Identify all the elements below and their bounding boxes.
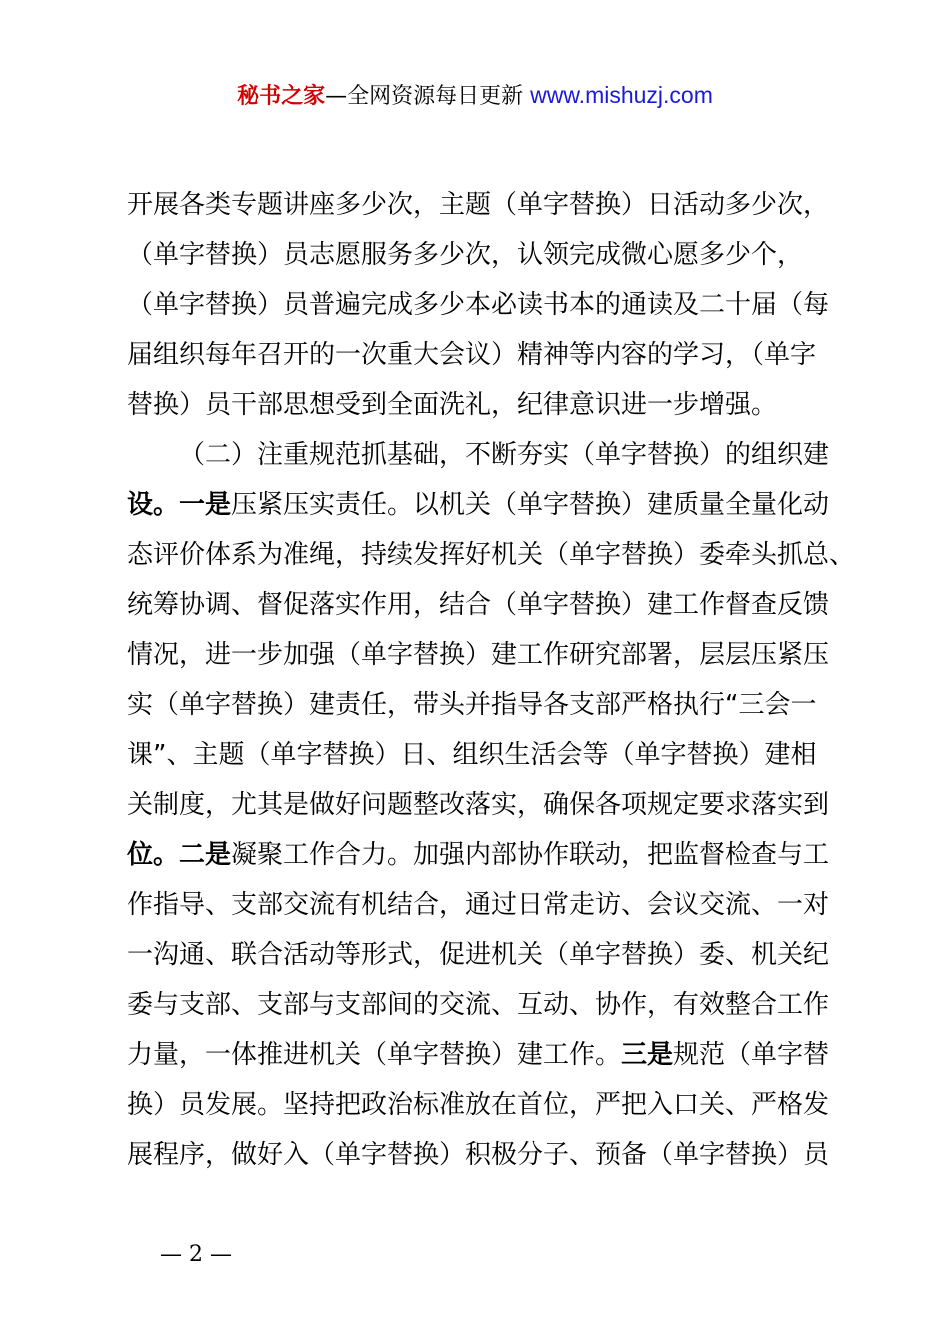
- body-line-text: 力量，一体推进机关（单字替换）建工作。: [127, 1040, 622, 1070]
- bold-marker: 位。二是: [127, 840, 232, 870]
- body-line: 一沟通、联合活动等形式，促进机关（单字替换）委、机关纪: [127, 940, 830, 970]
- body-line: [127, 830, 847, 880]
- body-line: 情况，进一步加强（单字替换）建工作研究部署，层层压紧压: [127, 640, 830, 670]
- body-line: （单字替换）员志愿服务多少次，认领完成微心愿多少个，: [127, 240, 804, 270]
- body-line: 届组织每年召开的一次重大会议）精神等内容的学习，（单字: [127, 340, 817, 370]
- bold-marker: 三是: [621, 1040, 674, 1070]
- section-heading-line: （二）注重规范抓基础，不断夯实（单字替换）的组织建: [179, 440, 830, 470]
- body-line: 态评价体系为准绳，持续发挥好机关（单字替换）委牵头抓总、: [127, 540, 856, 570]
- body-line: 课”、主题（单字替换）日、组织生活会等（单字替换）建相: [127, 740, 817, 770]
- header-tagline: —全网资源每日更新: [325, 84, 524, 109]
- body-line: 关制度，尤其是做好问题整改落实，确保各项规定要求落实到: [127, 790, 830, 820]
- body-line: 开展各类专题讲座多少次，主题（单字替换）日活动多少次，: [127, 190, 830, 220]
- document-body: [127, 180, 856, 1180]
- body-line-text: 凝聚工作合力。加强内部协作联动，把监督检查与工: [231, 840, 830, 870]
- body-line: 委与支部、支部与支部间的交流、互动、协作，有效整合工作: [127, 990, 830, 1020]
- body-line: 替换）员干部思想受到全面洗礼，纪律意识进一步增强。: [127, 390, 778, 420]
- body-line: [127, 480, 847, 530]
- site-url-link[interactable]: www.mishuzj.com: [530, 82, 713, 108]
- body-line: 作指导、支部交流有机结合，通过日常走访、会议交流、一对: [127, 890, 830, 920]
- body-line: 换）员发展。坚持把政治标准放在首位，严把入口关、严格发: [127, 1090, 830, 1120]
- body-line-text: 规范（单字替: [673, 1040, 830, 1070]
- body-line: 统筹协调、督促落实作用，结合（单字替换）建工作督查反馈: [127, 590, 830, 620]
- document-header: [0, 80, 950, 112]
- body-line: 展程序，做好入（单字替换）积极分子、预备（单字替换）员: [127, 1140, 830, 1170]
- body-line: [127, 1030, 847, 1080]
- bold-marker: 设。一是: [127, 490, 232, 520]
- body-line: 实（单字替换）建责任，带头并指导各支部严格执行“三会一: [127, 690, 817, 720]
- site-name: 秘书之家: [237, 84, 326, 109]
- body-line: （单字替换）员普遍完成多少本必读书本的通读及二十届（每: [127, 290, 830, 320]
- page-number: — 2 —: [160, 1242, 232, 1267]
- body-line-text: 压紧压实责任。以机关（单字替换）建质量全量化动: [231, 490, 830, 520]
